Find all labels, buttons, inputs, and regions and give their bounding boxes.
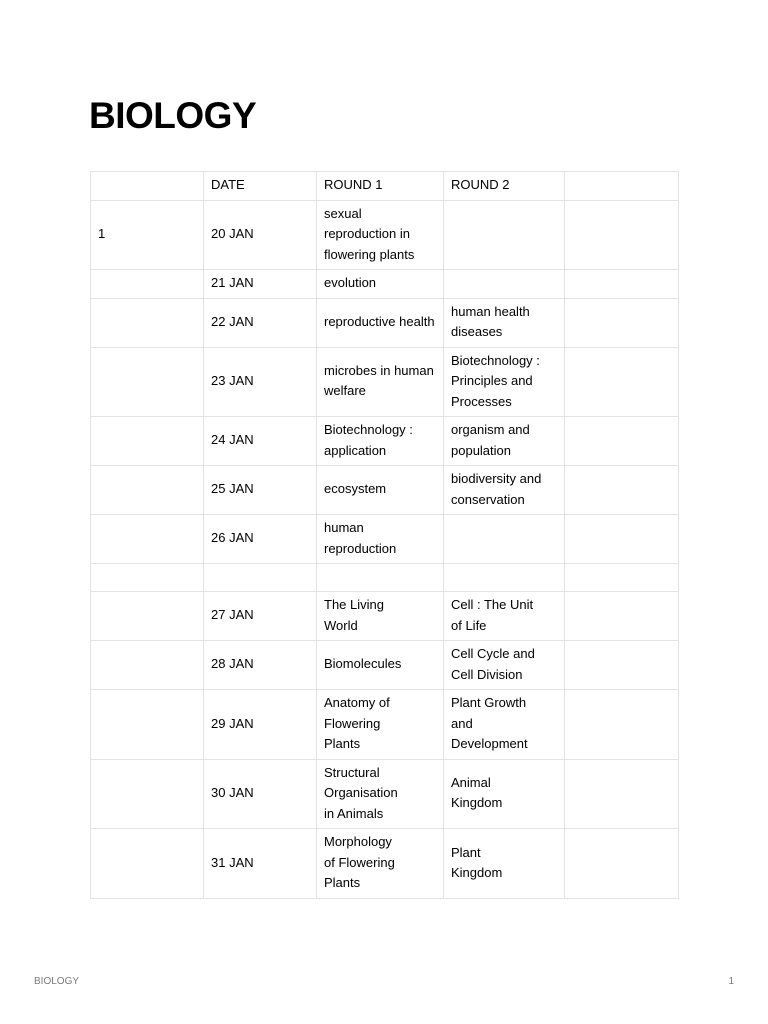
cell-round-2: Biotechnology : Principles and Processes <box>444 347 565 417</box>
cell-date: 22 JAN <box>204 298 317 347</box>
cell-extra <box>565 564 679 592</box>
table-row <box>91 270 679 299</box>
cell-round-2 <box>444 200 565 270</box>
cell-date: 29 JAN <box>204 690 317 760</box>
table-row <box>91 417 679 466</box>
page-number: 1 <box>728 976 734 987</box>
cell-round-2: human health diseases <box>444 298 565 347</box>
cell-round-1: Morphology of Flowering Plants <box>317 829 444 899</box>
cell-round-2: organism and population <box>444 417 565 466</box>
cell-date: 23 JAN <box>204 347 317 417</box>
cell-date: 24 JAN <box>204 417 317 466</box>
cell-round-1: evolution <box>317 270 444 299</box>
cell-date <box>204 564 317 592</box>
cell-extra <box>565 829 679 899</box>
cell-round-1: reproductive health <box>317 298 444 347</box>
header-cell-round-1: ROUND 1 <box>317 172 444 201</box>
header-cell-date: DATE <box>204 172 317 201</box>
table-row <box>91 298 679 347</box>
schedule-table <box>90 171 679 899</box>
cell-date: 31 JAN <box>204 829 317 899</box>
cell-round-1 <box>317 564 444 592</box>
cell-round-2: Plant Kingdom <box>444 829 565 899</box>
cell-date: 20 JAN <box>204 200 317 270</box>
cell-index <box>91 515 204 564</box>
cell-round-2: Plant Growth and Development <box>444 690 565 760</box>
cell-date: 25 JAN <box>204 466 317 515</box>
table-body <box>91 172 679 899</box>
cell-round-1: Structural Organisation in Animals <box>317 759 444 829</box>
cell-round-2: Cell : The Unit of Life <box>444 592 565 641</box>
cell-index <box>91 759 204 829</box>
header-cell-extra <box>565 172 679 201</box>
cell-index <box>91 298 204 347</box>
cell-date: 21 JAN <box>204 270 317 299</box>
cell-index <box>91 417 204 466</box>
cell-round-2 <box>444 515 565 564</box>
cell-round-2: Cell Cycle and Cell Division <box>444 641 565 690</box>
header-cell-round-2: ROUND 2 <box>444 172 565 201</box>
table-row <box>91 564 679 592</box>
table-row <box>91 515 679 564</box>
cell-round-1: microbes in human welfare <box>317 347 444 417</box>
cell-round-2 <box>444 564 565 592</box>
cell-round-1: sexual reproduction in flowering plants <box>317 200 444 270</box>
cell-extra <box>565 466 679 515</box>
cell-round-1: The Living World <box>317 592 444 641</box>
cell-extra <box>565 641 679 690</box>
cell-date: 26 JAN <box>204 515 317 564</box>
cell-extra <box>565 592 679 641</box>
table-row <box>91 592 679 641</box>
cell-round-1: Biotechnology : application <box>317 417 444 466</box>
footer-title: BIOLOGY <box>34 976 80 987</box>
cell-round-2: Animal Kingdom <box>444 759 565 829</box>
cell-extra <box>565 759 679 829</box>
cell-extra <box>565 417 679 466</box>
cell-round-1: Biomolecules <box>317 641 444 690</box>
cell-extra <box>565 298 679 347</box>
cell-round-1: ecosystem <box>317 466 444 515</box>
table-row <box>91 466 679 515</box>
table-row <box>91 829 679 899</box>
table-row <box>91 759 679 829</box>
cell-extra <box>565 690 679 760</box>
cell-round-1: human reproduction <box>317 515 444 564</box>
cell-extra <box>565 200 679 270</box>
cell-round-2: biodiversity and conservation <box>444 466 565 515</box>
header-cell-index <box>91 172 204 201</box>
cell-index <box>91 270 204 299</box>
cell-index <box>91 564 204 592</box>
cell-round-1: Anatomy of Flowering Plants <box>317 690 444 760</box>
table-row <box>91 347 679 417</box>
table-row <box>91 641 679 690</box>
table-row <box>91 690 679 760</box>
cell-index <box>91 347 204 417</box>
cell-round-2 <box>444 270 565 299</box>
cell-date: 28 JAN <box>204 641 317 690</box>
cell-index <box>91 829 204 899</box>
cell-extra <box>565 270 679 299</box>
cell-extra <box>565 347 679 417</box>
cell-index <box>91 466 204 515</box>
cell-date: 27 JAN <box>204 592 317 641</box>
cell-date: 30 JAN <box>204 759 317 829</box>
page-title: BIOLOGY <box>89 95 257 136</box>
cell-index <box>91 690 204 760</box>
table-row <box>91 200 679 270</box>
cell-index <box>91 641 204 690</box>
table-header-row <box>91 172 679 201</box>
cell-index: 1 <box>91 200 204 270</box>
cell-extra <box>565 515 679 564</box>
cell-index <box>91 592 204 641</box>
